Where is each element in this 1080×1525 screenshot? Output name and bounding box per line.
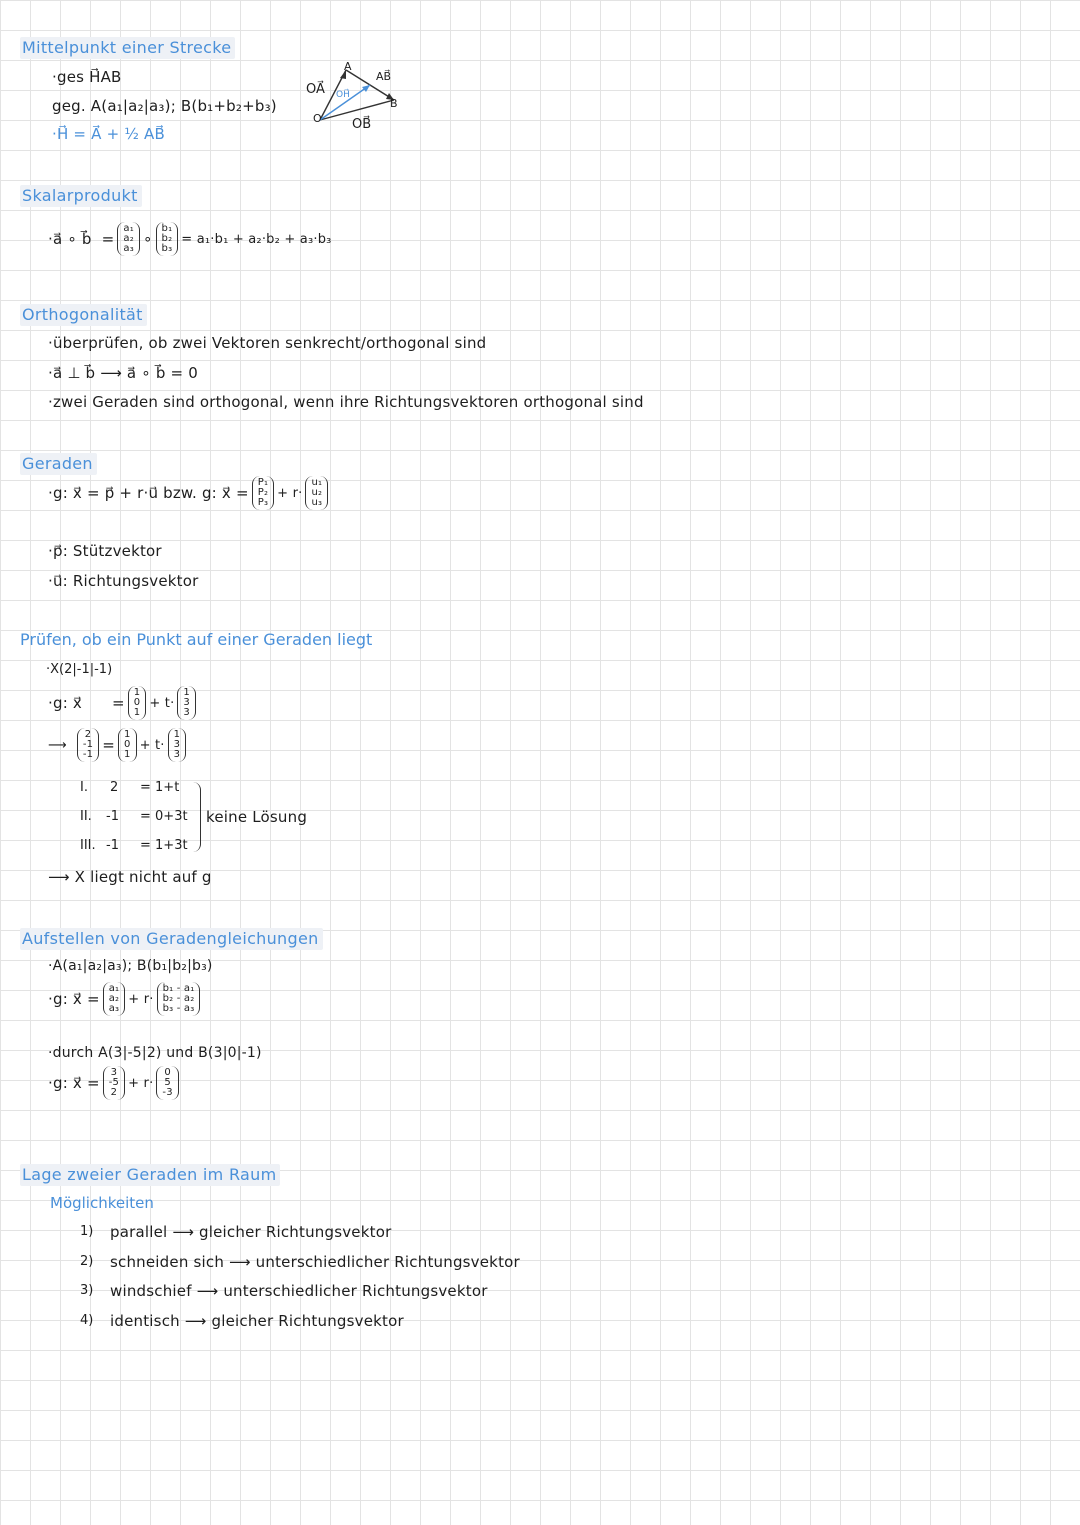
row-1-val: 2 <box>110 780 119 795</box>
pruefen-arrow: ⟶ <box>48 737 67 753</box>
vector-u <box>305 476 328 510</box>
row-2-expr: = 0+3t <box>140 809 188 824</box>
label-a: A <box>344 60 352 73</box>
vec2b-3: 3 <box>173 749 181 760</box>
orthogonal-line3: ·zwei Geraden sind orthogonal, wenn ihre Richtungsvektoren orthogonal sind <box>48 393 644 411</box>
geraden-equation <box>48 476 331 510</box>
keine-loesung: keine Lösung <box>206 808 308 826</box>
vec-p-2: P₂ <box>257 487 269 498</box>
heading-pruefen: Prüfen, ob ein Punkt auf einer Geraden liegt <box>20 630 373 649</box>
mittelpunkt-geg: geg. A(a₁|a₂|a₃); B(b₁+b₂+b₃) <box>52 97 277 115</box>
vecx-2: -1 <box>82 739 94 750</box>
vecx-1: 2 <box>84 729 92 740</box>
pruefen-g-label: ·g: x⃗ <box>48 694 82 712</box>
vecA-3: 2 <box>110 1087 118 1098</box>
pruefen-einsetzen <box>48 728 189 762</box>
lage-item-1-num: 1) <box>80 1224 94 1239</box>
vec1-3: 1 <box>133 707 141 718</box>
heading-aufstellen: Aufstellen von Geradengleichungen <box>20 928 323 950</box>
lage-item-1-text: parallel ⟶ gleicher Richtungsvektor <box>110 1223 392 1241</box>
vecd-1: b₁ - a₁ <box>162 983 195 994</box>
vec1b-2: 0 <box>124 739 131 750</box>
veca-1: a₁ <box>108 983 120 994</box>
vector-stuetz-2 <box>118 728 137 762</box>
row-2-val: -1 <box>106 809 119 824</box>
label-o: O <box>313 112 322 125</box>
row-3-val: -1 <box>106 838 119 853</box>
lage-item-2-text: schneiden sich ⟶ unterschiedlicher Richtungsvektor <box>110 1253 520 1271</box>
vec-a-1: a₁ <box>123 223 134 234</box>
vecA-1: 3 <box>110 1067 118 1078</box>
pruefen-eq2: = <box>102 736 115 754</box>
skalarprodukt-formula <box>48 222 332 256</box>
pruefen-eq: = <box>112 694 125 712</box>
vecd-3: b₃ - a₃ <box>162 1003 195 1014</box>
vec2-1: 1 <box>183 687 190 698</box>
vecx-3: -1 <box>82 749 94 760</box>
vec1b-1: 1 <box>124 729 131 740</box>
lage-moeglichkeiten: Möglichkeiten <box>50 1194 154 1212</box>
aufstellen-points: ·A(a₁|a₂|a₃); B(b₁|b₂|b₃) <box>48 958 213 974</box>
vec-p-3: P₃ <box>257 497 269 508</box>
aufstellen-general <box>48 982 203 1016</box>
lage-item-3-num: 3) <box>80 1283 94 1298</box>
heading-orthogonalitaet: Orthogonalität <box>20 304 147 326</box>
geraden-stuetzvektor: ·p⃗: Stützvektor <box>48 542 162 560</box>
veca-3: a₃ <box>108 1003 120 1014</box>
aufstellen-plus-r: + r· <box>128 991 154 1007</box>
skalar-dot: ∘ <box>142 230 153 248</box>
lage-item-4-num: 4) <box>80 1313 94 1328</box>
vector-richtung <box>177 686 196 720</box>
skalar-lhs: ·a⃗ ∘ b⃗ <box>48 230 92 248</box>
vecdir-1: 0 <box>164 1067 171 1078</box>
vec2b-1: 1 <box>173 729 181 740</box>
vec2b-2: 3 <box>173 739 181 750</box>
label-ab: AB⃗ <box>376 70 392 83</box>
mittelpunkt-formula: ·H⃗ = A⃗ + ½ AB⃗ <box>52 125 165 143</box>
vector-a-stuetz <box>103 982 126 1016</box>
pruefen-plus-t: + t· <box>149 695 175 711</box>
skalar-eq: = <box>101 230 115 248</box>
pruefen-gerade <box>48 686 199 720</box>
vec-a-3: a₃ <box>123 243 134 254</box>
vector-x <box>77 728 99 762</box>
mittelpunkt-ges: ·ges H⃗AB <box>52 68 122 86</box>
geraden-plus-r: + r· <box>277 485 303 501</box>
equation-brace <box>192 782 201 852</box>
aufstellen-g-label: ·g: x⃗ = <box>48 990 100 1008</box>
vector-diff <box>157 982 201 1016</box>
vecd-2: b₂ - a₂ <box>162 993 195 1004</box>
vecdir-2: 5 <box>164 1077 171 1088</box>
lage-item-3-text: windschief ⟶ unterschiedlicher Richtungsvektor <box>110 1282 488 1300</box>
row-1-expr: = 1+t <box>140 780 180 795</box>
row-1-num: I. <box>80 780 88 795</box>
aufstellen-g-label2: ·g: x⃗ = <box>48 1074 100 1092</box>
geraden-richtungsvektor: ·u⃗: Richtungsvektor <box>48 572 199 590</box>
vector-a <box>117 222 140 256</box>
skalar-result: = a₁·b₁ + a₂·b₂ + a₃·b₃ <box>181 231 332 247</box>
vector-stuetz <box>128 686 147 720</box>
geraden-eq-prefix: ·g: x⃗ = p⃗ + r·u⃗ bzw. g: x⃗ = <box>48 484 249 502</box>
vec1-2: 0 <box>133 697 141 708</box>
vecA-2: -5 <box>108 1077 120 1088</box>
pruefen-conclusion: ⟶ X liegt nicht auf g <box>48 868 212 886</box>
vec1-1: 1 <box>133 687 141 698</box>
row-3-expr: = 1+3t <box>140 838 188 853</box>
row-3-num: III. <box>80 838 96 853</box>
arrowhead-h <box>362 85 370 92</box>
vec-b-3: b₃ <box>161 243 173 254</box>
row-2-num: II. <box>80 809 92 824</box>
label-oa: OA⃗ <box>306 82 325 97</box>
vec2-3: 3 <box>183 707 190 718</box>
lage-item-4-text: identisch ⟶ gleicher Richtungsvektor <box>110 1312 404 1330</box>
aufstellen-durch: ·durch A(3|-5|2) und B(3|0|-1) <box>48 1045 262 1061</box>
vector-dir <box>156 1066 178 1100</box>
label-b: B <box>390 97 398 110</box>
vec-b-2: b₂ <box>161 233 173 244</box>
vec-a-2: a₂ <box>123 233 134 244</box>
vec2-2: 3 <box>183 697 190 708</box>
vec1b-3: 1 <box>124 749 131 760</box>
vec-b-1: b₁ <box>161 223 173 234</box>
vec-u-3: u₃ <box>311 497 323 508</box>
heading-skalarprodukt: Skalarprodukt <box>20 185 142 207</box>
vector-A <box>103 1066 125 1100</box>
label-oh: OH⃗ <box>336 90 350 100</box>
vecdir-3: -3 <box>162 1087 173 1098</box>
veca-2: a₂ <box>108 993 120 1004</box>
aufstellen-example <box>48 1066 182 1100</box>
vector-p <box>252 476 274 510</box>
orthogonal-line2: ·a⃗ ⊥ b⃗ ⟶ a⃗ ∘ b⃗ = 0 <box>48 364 199 382</box>
lage-item-2-num: 2) <box>80 1254 94 1269</box>
heading-geraden: Geraden <box>20 453 97 475</box>
orthogonal-line1: ·überprüfen, ob zwei Vektoren senkrecht/orthogonal sind <box>48 334 487 352</box>
vec-u-2: u₂ <box>311 487 323 498</box>
aufstellen-plus-r2: + r· <box>128 1075 154 1091</box>
pruefen-point: ·X(2|-1|-1) <box>46 662 113 677</box>
vec-u-1: u₁ <box>311 477 323 488</box>
heading-lage: Lage zweier Geraden im Raum <box>20 1164 280 1186</box>
heading-mittelpunkt: Mittelpunkt einer Strecke <box>20 37 235 59</box>
pruefen-plus-t-2: + t· <box>139 737 165 753</box>
vector-b <box>156 222 179 256</box>
vec-p-1: P₁ <box>257 477 269 488</box>
vector-richtung-2 <box>168 728 187 762</box>
label-ob: OB⃗ <box>352 117 372 132</box>
